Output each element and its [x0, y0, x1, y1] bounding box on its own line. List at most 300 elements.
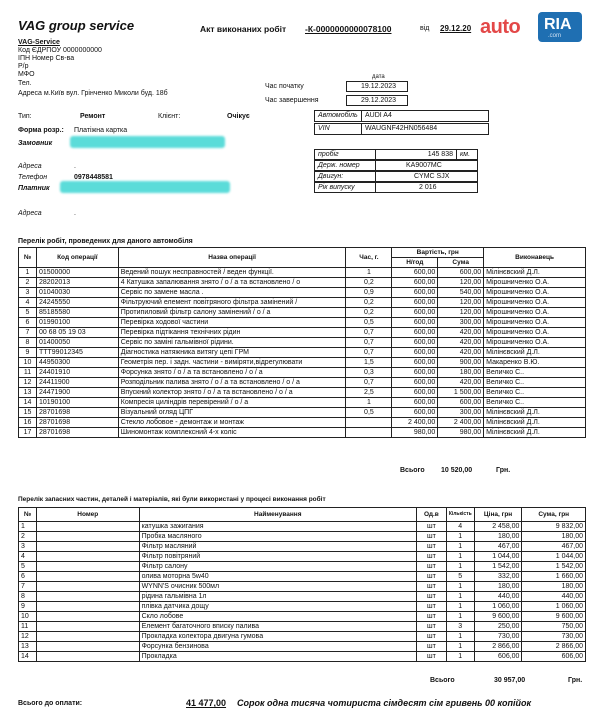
- works-cell-exec: Мілінєвский Д.Л.: [484, 348, 586, 358]
- parts-col-num: Номер: [36, 508, 139, 522]
- works-cell-code: 85185580: [36, 308, 118, 318]
- works-cell-nh: 600,00: [392, 378, 438, 388]
- parts-cell-sum: 440,00: [522, 592, 586, 602]
- works-cell-sum: 120,00: [438, 298, 484, 308]
- works-cell-name: Компресія циліндрів перевірений / о / а: [118, 398, 346, 408]
- works-cell-name: Діагностика натяжника витягу цепі ГРМ: [118, 348, 346, 358]
- address2-label: Адреса: [18, 210, 42, 217]
- address-value: .: [74, 163, 76, 170]
- works-cell-hours: 0,2: [346, 278, 392, 288]
- client-label: Клієнт:: [158, 113, 181, 120]
- works-col-hours: Час, г.: [346, 248, 392, 268]
- works-cell-code: 10190100: [36, 398, 118, 408]
- works-row: [19, 358, 586, 368]
- watermark-suffix: .com: [548, 33, 562, 39]
- works-cell-exec: Мірошниченко О.А.: [484, 318, 586, 328]
- works-cell-n: 8: [19, 338, 37, 348]
- address2-value: .: [74, 210, 76, 217]
- works-cell-n: 10: [19, 358, 37, 368]
- works-cell-n: 11: [19, 368, 37, 378]
- year-label: Рік випуску: [314, 182, 376, 193]
- end-label: Час завершення: [265, 97, 319, 104]
- works-row: [19, 408, 586, 418]
- parts-row: [19, 642, 586, 652]
- parts-cell-n: 7: [19, 582, 37, 592]
- works-cell-exec: Мілінєвский Д.Л.: [484, 418, 586, 428]
- form-label: Форма розр.:: [18, 127, 64, 134]
- works-cell-code: 28701698: [36, 418, 118, 428]
- works-cell-name: Ведений пошук несправностей / веден функції.: [118, 268, 346, 278]
- watermark-brand-ria: RIA: [544, 16, 572, 33]
- parts-cell-sum: 606,00: [522, 652, 586, 662]
- parts-cell-price: 467,00: [474, 542, 522, 552]
- vin-value: WAUGNF42HN056484: [361, 123, 489, 135]
- works-cell-nh: 600,00: [392, 268, 438, 278]
- works-row: [19, 418, 586, 428]
- works-cell-name: Розподільник палива знято / о / а та встановлено / о / а: [118, 378, 346, 388]
- seller-tel: Тел.: [18, 80, 32, 87]
- works-cell-exec: Мірошниченко О.А.: [484, 328, 586, 338]
- parts-row: [19, 572, 586, 582]
- works-cell-n: 16: [19, 418, 37, 428]
- parts-cell-price: 730,00: [474, 632, 522, 642]
- parts-cell-num: [36, 532, 139, 542]
- parts-cell-unit: шт: [416, 572, 446, 582]
- parts-total-currency: Грн.: [568, 677, 583, 684]
- works-cell-exec: Мілінєвский Д.Л.: [484, 408, 586, 418]
- works-cell-sum: 600,00: [438, 398, 484, 408]
- works-cell-exec: Величко С..: [484, 388, 586, 398]
- engine-value: CYMC SJX: [375, 171, 478, 182]
- works-cell-nh: 600,00: [392, 358, 438, 368]
- works-cell-code: 28701698: [36, 428, 118, 438]
- works-row: [19, 308, 586, 318]
- customer-label: Замовник: [18, 140, 53, 147]
- parts-cell-name: WYNN'S очисник 500мл: [139, 582, 416, 592]
- parts-cell-sum: 730,00: [522, 632, 586, 642]
- parts-col-sum: Сума, грн: [522, 508, 586, 522]
- works-row: [19, 328, 586, 338]
- works-cell-nh: 600,00: [392, 328, 438, 338]
- works-cell-sum: 900,00: [438, 358, 484, 368]
- works-cell-hours: 0,5: [346, 318, 392, 328]
- parts-row: [19, 612, 586, 622]
- works-cell-name: 4 Катушка запалювання знято / о / а та встановлено / о: [118, 278, 346, 288]
- works-row: [19, 288, 586, 298]
- parts-cell-num: [36, 542, 139, 552]
- parts-cell-sum: 1 660,00: [522, 572, 586, 582]
- works-cell-nh: 600,00: [392, 298, 438, 308]
- parts-cell-qty: 4: [446, 522, 474, 532]
- works-cell-hours: 1,5: [346, 358, 392, 368]
- company-name: VAG group service: [18, 18, 135, 33]
- parts-total-label: Всього: [430, 677, 455, 684]
- works-cell-n: 2: [19, 278, 37, 288]
- works-col-code: Код операції: [36, 248, 118, 268]
- parts-cell-unit: шт: [416, 542, 446, 552]
- mileage-unit: км.: [456, 149, 478, 160]
- parts-cell-sum: 1 060,00: [522, 602, 586, 612]
- phone-label: Телефон: [18, 174, 48, 181]
- works-cell-exec: Мілінєвский Д.Л.: [484, 428, 586, 438]
- watermark-ria-badge: [538, 12, 582, 42]
- car-value: AUDI A4: [361, 110, 489, 122]
- works-col-exec: Виконавець: [484, 248, 586, 268]
- parts-cell-qty: 1: [446, 642, 474, 652]
- payment-label: Всього до оплати:: [18, 700, 83, 707]
- date-col-label: дата: [372, 74, 385, 80]
- parts-cell-unit: шт: [416, 622, 446, 632]
- works-cell-name: Сервіс по заміні гальмівної рідини.: [118, 338, 346, 348]
- parts-cell-n: 14: [19, 652, 37, 662]
- works-cell-nh: 980,00: [392, 428, 438, 438]
- parts-cell-num: [36, 612, 139, 622]
- parts-cell-name: плівка датчика дощу: [139, 602, 416, 612]
- parts-cell-name: катушка зажигания: [139, 522, 416, 532]
- type-value: Ремонт: [80, 113, 106, 120]
- works-row: [19, 378, 586, 388]
- parts-table: [18, 507, 586, 662]
- works-total-value: 10 520,00: [441, 467, 473, 474]
- parts-cell-qty: 1: [446, 562, 474, 572]
- works-cell-sum: 300,00: [438, 408, 484, 418]
- parts-cell-price: 2 866,00: [474, 642, 522, 652]
- works-cell-nh: 600,00: [392, 348, 438, 358]
- parts-cell-unit: шт: [416, 652, 446, 662]
- start-label: Час початку: [265, 83, 304, 90]
- works-cell-name: Геометрія пер. і задн. частини - виміряти,відрегулювати: [118, 358, 346, 368]
- works-cell-code: 28701698: [36, 408, 118, 418]
- parts-cell-unit: шт: [416, 562, 446, 572]
- works-cell-name: Форсунка знято / о / а та встановлено / о / а: [118, 368, 346, 378]
- works-cell-hours: 0,3: [346, 368, 392, 378]
- seller-edrpou: Код ЄДРПОУ 0000000000: [18, 47, 102, 54]
- parts-cell-n: 2: [19, 532, 37, 542]
- works-col-nh: Н/год: [392, 258, 438, 268]
- works-cell-n: 1: [19, 268, 37, 278]
- client-value: Очікує: [227, 113, 250, 120]
- plate-value: KA9007MC: [375, 160, 478, 171]
- parts-cell-price: 250,00: [474, 622, 522, 632]
- works-cell-exec: Мірошниченко О.А.: [484, 308, 586, 318]
- parts-col-price: Ціна, грн: [474, 508, 522, 522]
- parts-row: [19, 652, 586, 662]
- works-cell-sum: 420,00: [438, 338, 484, 348]
- redacted-customer: [70, 136, 225, 148]
- payment-value: 41 477,00: [186, 698, 227, 708]
- parts-cell-sum: 9 832,00: [522, 522, 586, 532]
- parts-header-row: [19, 508, 586, 522]
- parts-cell-name: Пробка масляного: [139, 532, 416, 542]
- works-cell-n: 3: [19, 288, 37, 298]
- parts-cell-qty: 1: [446, 612, 474, 622]
- parts-body: [19, 522, 586, 662]
- works-cell-sum: 300,00: [438, 318, 484, 328]
- seller-name: VAG-Service: [18, 39, 60, 46]
- date-label: від: [420, 25, 430, 32]
- works-cell-name: Протипиловий фільтр салону замінений / о / а: [118, 308, 346, 318]
- parts-cell-name: Фільтр масляний: [139, 542, 416, 552]
- parts-cell-price: 440,00: [474, 592, 522, 602]
- works-cell-code: 00 68 05 19 03: [36, 328, 118, 338]
- works-cell-code: 01040030: [36, 288, 118, 298]
- parts-cell-num: [36, 572, 139, 582]
- parts-cell-sum: 180,00: [522, 582, 586, 592]
- works-cell-sum: 2 400,00: [438, 418, 484, 428]
- works-row: [19, 298, 586, 308]
- mileage-value: 145 838: [375, 149, 457, 160]
- parts-cell-price: 2 458,00: [474, 522, 522, 532]
- parts-cell-unit: шт: [416, 632, 446, 642]
- works-cell-hours: 1: [346, 398, 392, 408]
- parts-cell-unit: шт: [416, 612, 446, 622]
- works-cell-nh: 600,00: [392, 388, 438, 398]
- parts-cell-qty: 1: [446, 632, 474, 642]
- parts-cell-n: 12: [19, 632, 37, 642]
- parts-cell-sum: 9 600,00: [522, 612, 586, 622]
- parts-cell-name: Прокладка: [139, 652, 416, 662]
- parts-cell-qty: 3: [446, 622, 474, 632]
- parts-cell-qty: 1: [446, 552, 474, 562]
- works-row: [19, 338, 586, 348]
- works-cell-nh: 600,00: [392, 398, 438, 408]
- parts-cell-num: [36, 562, 139, 572]
- works-cell-exec: Величко С..: [484, 398, 586, 408]
- payer-label: Платник: [18, 185, 50, 192]
- parts-cell-name: Форсунка бензинова: [139, 642, 416, 652]
- works-cell-nh: 600,00: [392, 318, 438, 328]
- parts-cell-price: 9 600,00: [474, 612, 522, 622]
- parts-cell-qty: 5: [446, 572, 474, 582]
- parts-cell-unit: шт: [416, 532, 446, 542]
- parts-cell-price: 606,00: [474, 652, 522, 662]
- works-cell-code: 28202013: [36, 278, 118, 288]
- works-cell-name: Перевірка ходової частини: [118, 318, 346, 328]
- parts-cell-sum: 2 866,00: [522, 642, 586, 652]
- parts-cell-name: Фільтр салону: [139, 562, 416, 572]
- watermark-brand-auto: auto: [480, 16, 521, 38]
- parts-row: [19, 632, 586, 642]
- works-cell-exec: Мірошниченко О.А.: [484, 338, 586, 348]
- parts-cell-n: 10: [19, 612, 37, 622]
- works-cell-hours: [346, 428, 392, 438]
- parts-col-qty: Кількість: [446, 508, 474, 522]
- parts-cell-num: [36, 582, 139, 592]
- form-value: Платіжна картка: [74, 127, 128, 134]
- works-cell-exec: Мілінєвский Д.Л.: [484, 268, 586, 278]
- works-cell-name: Перевірка підтікання технічних рідин: [118, 328, 346, 338]
- parts-cell-num: [36, 632, 139, 642]
- works-cell-n: 6: [19, 318, 37, 328]
- works-cell-hours: 0,2: [346, 298, 392, 308]
- works-cell-n: 15: [19, 408, 37, 418]
- works-cell-name: Фільтруючий елемент повітряного фільтра замінений /: [118, 298, 346, 308]
- parts-cell-n: 1: [19, 522, 37, 532]
- parts-total-value: 30 957,00: [494, 677, 526, 684]
- parts-row: [19, 542, 586, 552]
- parts-cell-n: 13: [19, 642, 37, 652]
- works-cell-exec: Макаренко В.Ю.: [484, 358, 586, 368]
- works-total-currency: Грн.: [496, 467, 511, 474]
- works-cell-sum: 980,00: [438, 428, 484, 438]
- phone-value: 0978448581: [74, 174, 113, 181]
- parts-cell-num: [36, 522, 139, 532]
- works-cell-code: 01990100: [36, 318, 118, 328]
- parts-cell-num: [36, 622, 139, 632]
- year-value: 2 016: [375, 182, 478, 193]
- autoria-watermark: [480, 10, 600, 52]
- works-cell-hours: 0,5: [346, 408, 392, 418]
- parts-cell-sum: 180,00: [522, 532, 586, 542]
- works-row: [19, 278, 586, 288]
- works-cell-sum: 540,00: [438, 288, 484, 298]
- works-cell-sum: 120,00: [438, 278, 484, 288]
- parts-row: [19, 602, 586, 612]
- parts-cell-num: [36, 642, 139, 652]
- parts-cell-name: рідина гальмівна 1л: [139, 592, 416, 602]
- works-row: [19, 268, 586, 278]
- works-cell-name: Впускний колектор знято / о / а та встановлено / о / а: [118, 388, 346, 398]
- works-cell-hours: 2,5: [346, 388, 392, 398]
- works-cell-n: 12: [19, 378, 37, 388]
- parts-cell-sum: 467,00: [522, 542, 586, 552]
- parts-cell-qty: 1: [446, 542, 474, 552]
- works-row: [19, 368, 586, 378]
- doc-title: Акт виконаних робіт: [200, 24, 287, 34]
- works-cell-hours: 0,2: [346, 308, 392, 318]
- works-cell-nh: 600,00: [392, 338, 438, 348]
- parts-cell-qty: 1: [446, 652, 474, 662]
- parts-cell-sum: 1 044,00: [522, 552, 586, 562]
- works-cell-hours: 1: [346, 268, 392, 278]
- works-row: [19, 388, 586, 398]
- parts-cell-n: 4: [19, 552, 37, 562]
- parts-cell-price: 180,00: [474, 582, 522, 592]
- works-cell-nh: 600,00: [392, 368, 438, 378]
- parts-title: Перелік запасних частин, деталей і матеріалів, які були використані у процесі виконання робіт: [18, 496, 326, 503]
- works-cell-code: TTT99012345: [36, 348, 118, 358]
- works-row: [19, 348, 586, 358]
- works-cell-name: Візуальний огляд ЦПГ: [118, 408, 346, 418]
- works-cell-name: Шиномонтаж комплексний 4-х коліс: [118, 428, 346, 438]
- works-cell-n: 17: [19, 428, 37, 438]
- parts-row: [19, 592, 586, 602]
- works-cell-nh: 600,00: [392, 308, 438, 318]
- works-cell-sum: 420,00: [438, 348, 484, 358]
- seller-address: Адреса м.Київ вул. Грінченко Миколи буд. 18б: [18, 90, 168, 97]
- parts-cell-n: 5: [19, 562, 37, 572]
- works-cell-exec: Мірошниченко О.А.: [484, 288, 586, 298]
- works-col-sum: Сума: [438, 258, 484, 268]
- engine-label: Двигун:: [314, 171, 376, 182]
- works-cell-exec: Мірошниченко О.А.: [484, 278, 586, 288]
- works-table: [18, 247, 586, 438]
- works-cell-nh: 600,00: [392, 408, 438, 418]
- works-cell-sum: 1 500,00: [438, 388, 484, 398]
- parts-cell-unit: шт: [416, 602, 446, 612]
- works-cell-name: Сервіс по замене масла .: [118, 288, 346, 298]
- works-total-label: Всього: [400, 467, 425, 474]
- parts-col-unit: Од.в: [416, 508, 446, 522]
- parts-cell-qty: 1: [446, 532, 474, 542]
- works-cell-code: 24471900: [36, 388, 118, 398]
- parts-cell-unit: шт: [416, 642, 446, 652]
- works-row: [19, 318, 586, 328]
- parts-row: [19, 552, 586, 562]
- works-cell-hours: [346, 418, 392, 428]
- parts-cell-name: Прокладка колектора двигуна гумова: [139, 632, 416, 642]
- payment-words: Сорок одна тисяча чотириста сімдесят сім гривень 00 копійок: [237, 698, 532, 708]
- parts-cell-price: 180,00: [474, 532, 522, 542]
- type-label: Тип:: [18, 113, 32, 120]
- works-row: [19, 398, 586, 408]
- works-cell-exec: Величко С..: [484, 378, 586, 388]
- works-cell-nh: 600,00: [392, 278, 438, 288]
- parts-cell-qty: 1: [446, 582, 474, 592]
- works-cell-code: 24245550: [36, 298, 118, 308]
- works-col-n: №: [19, 248, 37, 268]
- parts-cell-price: 1 044,00: [474, 552, 522, 562]
- parts-cell-n: 11: [19, 622, 37, 632]
- works-cell-code: 24411900: [36, 378, 118, 388]
- works-title: Перелік робіт, проведених для даного автомобіля: [18, 238, 193, 245]
- works-cell-n: 14: [19, 398, 37, 408]
- works-cell-code: 24401910: [36, 368, 118, 378]
- works-cell-code: 44950300: [36, 358, 118, 368]
- doc-date: 29.12.20: [440, 24, 472, 33]
- doc-number: -К-0000000000078100: [305, 24, 392, 34]
- parts-cell-n: 8: [19, 592, 37, 602]
- parts-cell-price: 1 542,00: [474, 562, 522, 572]
- parts-row: [19, 582, 586, 592]
- redacted-payer: [60, 181, 230, 193]
- parts-cell-num: [36, 652, 139, 662]
- seller-ipn: ІПН Номер Св-ва: [18, 55, 75, 62]
- plate-label: Держ. номер: [314, 160, 376, 171]
- works-cell-hours: 0,7: [346, 338, 392, 348]
- car-label: Автомобіль: [314, 110, 362, 122]
- works-cell-sum: 180,00: [438, 368, 484, 378]
- works-cell-sum: 600,00: [438, 268, 484, 278]
- works-col-cost: Вартість, грн: [392, 248, 484, 258]
- parts-row: [19, 562, 586, 572]
- works-cell-code: 01400050: [36, 338, 118, 348]
- parts-cell-unit: шт: [416, 522, 446, 532]
- works-cell-hours: 0,7: [346, 348, 392, 358]
- vin-label: VIN: [314, 123, 362, 135]
- works-cell-name: Стекло лобовое - демонтаж и монтаж: [118, 418, 346, 428]
- works-cell-hours: 0,7: [346, 378, 392, 388]
- works-cell-nh: 2 400,00: [392, 418, 438, 428]
- parts-cell-num: [36, 602, 139, 612]
- parts-row: [19, 622, 586, 632]
- works-cell-hours: 0,7: [346, 328, 392, 338]
- parts-cell-qty: 1: [446, 602, 474, 612]
- works-cell-hours: 0,9: [346, 288, 392, 298]
- start-date-field: 19.12.2023: [346, 81, 408, 92]
- parts-cell-n: 9: [19, 602, 37, 612]
- parts-cell-price: 1 060,00: [474, 602, 522, 612]
- works-cell-code: 01500000: [36, 268, 118, 278]
- parts-cell-qty: 1: [446, 592, 474, 602]
- parts-cell-unit: шт: [416, 552, 446, 562]
- mileage-label: пробіг: [314, 149, 376, 160]
- parts-col-n: №: [19, 508, 37, 522]
- parts-cell-name: олива моторна 5w40: [139, 572, 416, 582]
- works-cell-exec: Величко С..: [484, 368, 586, 378]
- parts-cell-n: 6: [19, 572, 37, 582]
- works-header-row: [19, 248, 586, 258]
